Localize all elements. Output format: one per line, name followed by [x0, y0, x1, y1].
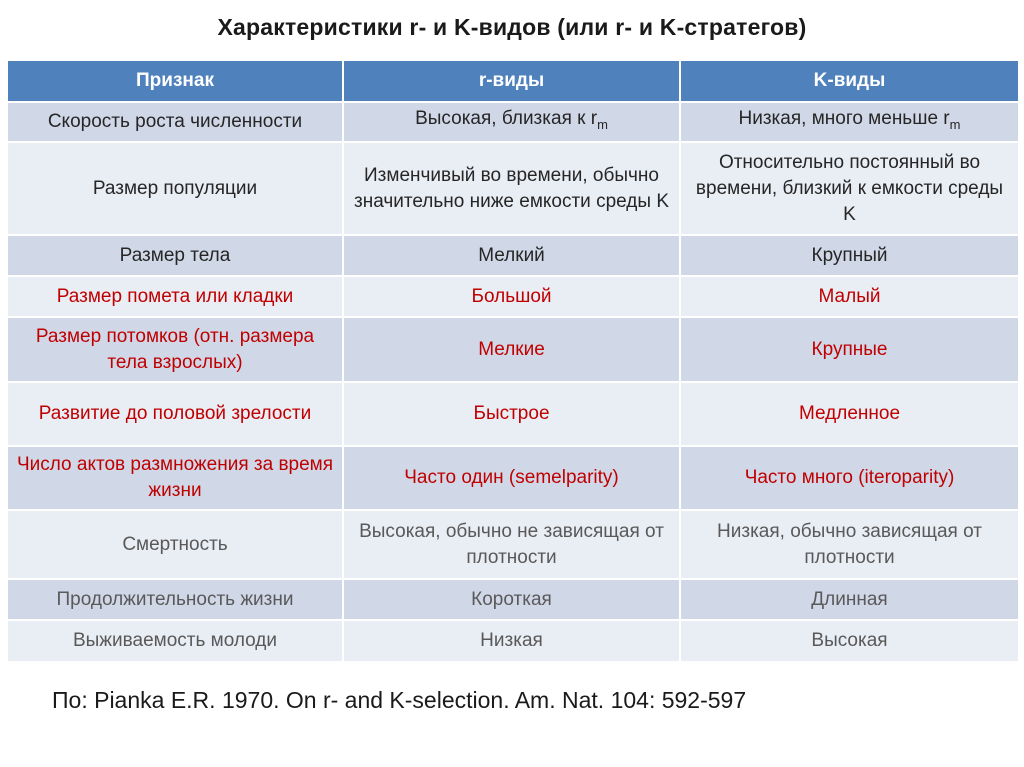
r-value-cell: Высокая, обычно не зависящая от плотности: [343, 510, 680, 579]
table-row: [8, 510, 1018, 579]
r-value-cell: Короткая: [343, 579, 680, 620]
r-value-cell: [343, 102, 680, 142]
r-value-cell: Низкая: [343, 620, 680, 662]
table-header-row: [8, 61, 1018, 102]
feature-cell: Выживаемость молоди: [8, 620, 343, 662]
k-value-cell: Длинная: [680, 579, 1018, 620]
table-row: [8, 142, 1018, 235]
feature-cell: Размер тела: [8, 235, 343, 276]
r-value-cell: Часто один (semelparity): [343, 446, 680, 510]
k-value-cell: Низкая, обычно зависящая от плотности: [680, 510, 1018, 579]
feature-cell: Размер помета или кладки: [8, 276, 343, 317]
k-value-cell: Высокая: [680, 620, 1018, 662]
k-value-cell: [680, 102, 1018, 142]
r-value-cell: Большой: [343, 276, 680, 317]
slide-title: Характеристики r- и K-видов (или r- и K-стратегов): [217, 14, 807, 40]
r-value-subscript: m: [597, 117, 608, 132]
k-value-cell: Малый: [680, 276, 1018, 317]
k-value-cell: Часто много (iteroparity): [680, 446, 1018, 510]
feature-cell: Число актов размножения за время жизни: [8, 446, 343, 510]
table-row: [8, 235, 1018, 276]
table-row: [8, 276, 1018, 317]
feature-cell: Смертность: [8, 510, 343, 579]
r-value-cell: Изменчивый во времени, обычно значительно ниже емкости среды K: [343, 142, 680, 235]
header-feature: Признак: [8, 61, 343, 102]
r-value-cell: Мелкий: [343, 235, 680, 276]
k-value-cell: Медленное: [680, 382, 1018, 446]
k-value-cell: Крупные: [680, 317, 1018, 382]
feature-cell: Развитие до половой зрелости: [8, 382, 343, 446]
r-value-text: Высокая, близкая к r: [415, 108, 598, 129]
feature-cell: Размер популяции: [8, 142, 343, 235]
table-row: [8, 317, 1018, 382]
feature-cell: Продолжительность жизни: [8, 579, 343, 620]
header-k-species: K-виды: [680, 61, 1018, 102]
r-k-comparison-table: [8, 61, 1018, 663]
table-row: [8, 102, 1018, 142]
table-row: [8, 446, 1018, 510]
k-value-cell: Относительно постоянный во времени, близкий к емкости среды K: [680, 142, 1018, 235]
header-r-species: r-виды: [343, 61, 680, 102]
source-citation: По: Pianka E.R. 1970. On r- and K-selection. Am. Nat. 104: 592-597: [52, 687, 747, 713]
table-row: [8, 620, 1018, 662]
k-value-text: Низкая, много меньше r: [738, 108, 950, 129]
k-value-subscript: m: [949, 117, 961, 132]
table-row: [8, 382, 1018, 446]
feature-cell: Размер потомков (отн. размера тела взрослых): [8, 317, 343, 382]
r-value-cell: Быстрое: [343, 382, 680, 446]
table-row: [8, 579, 1018, 620]
k-value-cell: Крупный: [680, 235, 1018, 276]
feature-cell: Скорость роста численности: [8, 102, 343, 142]
r-value-cell: Мелкие: [343, 317, 680, 382]
